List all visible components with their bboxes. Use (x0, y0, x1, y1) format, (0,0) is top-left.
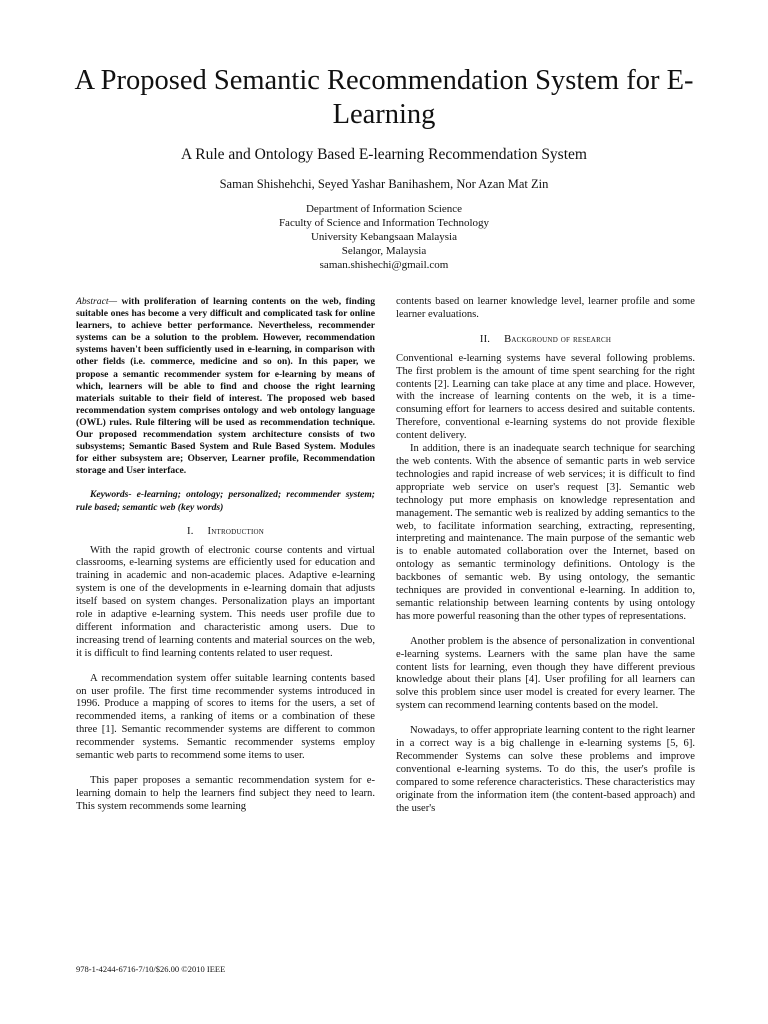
intro-paragraph: With the rapid growth of electronic course contents and virtual classrooms, e-learning systems are efficiently used for education and training in academic and non-academic places. Adaptive e-learning system is one of the developments in e-learning domain that adjusts itself based on system changes. Personalization plays an important role in adaptive e-learning system. This needs user profile due to different information and characteristic among users. Due to increasing trend of learning contents and material sources on the web, it is difficult to find learning contents related to user request. (76, 544, 375, 659)
abstract (76, 296, 375, 477)
affiliation-department: Department of Information Science (305, 203, 463, 215)
intro-paragraph: A recommendation system offer suitable learning contents based on user profile. The first time recommender systems introduced in 1996. Produce a mapping of scores to items for the users, a set of recommended items, a ranking of items or a combination of these three [1]. Semantic recommender systems are different to common recommender systems. Semantic recommender systems employ semantic web parts to recommend some items to user. (76, 672, 375, 762)
background-paragraph: Another problem is the absence of personalization in conventional e-learning systems. Learners with the same plan have the same content lists for learning, even though they have different previous knowledge about their plans [4]. User profiling for all learners can solve this problem since user model is created for every learner. The system can recommend learning contents based on the model. (396, 635, 695, 712)
author-email[interactable]: saman.shishechi@gmail.com (319, 259, 449, 271)
background-paragraph: Nowadays, to offer appropriate learning content to the right learner in a correct way is a big challenge in e-learning systems [5, 6]. Recommender Systems can solve these problems and improve conventional e-learning systems. To do this, the user's profile is compared to some reference characteristics. These characteristics may originate from the information item (the content-based approach) and the user's (396, 725, 695, 814)
keywords: Keywords- e-learning; ontology; personalized; recommender system; rule based; semantic web (key words) (76, 489, 375, 513)
left-column (76, 296, 375, 826)
section-title: Background of research (504, 333, 612, 345)
paper-subtitle: A Rule and Ontology Based E-learning Recommendation System (181, 146, 587, 163)
background-paragraph: In addition, there is an inadequate search technique for searching the web contents. With the absence of semantic parts in web service technologies and rapid increase of web services; it is difficult to find appropriate web service on user's request [3]. Semantic web technology put more emphasis on knowledge representation and management. The semantic web is realized by adding semantics to the web, to facilitate information searching, extracting, representing, interpreting and maintenance. The main purpose of the semantic web is to enable automated collaboration over the Internet, based on ontology as semantic terminology definitions. Ontology is the backbones of semantic web. By using ontology, the semantic techniques are provided in conventional e-learning. In addition to, semantic relationship between learning contents by using ontology has more powerful reasoning than the other types of representations. (396, 443, 695, 622)
abstract-label: Abstract— (76, 296, 118, 307)
intro-paragraph: This paper proposes a semantic recommendation system for e-learning domain to help the learners find subject they need to learn. This system recommends some learning (76, 775, 375, 812)
affiliation-block (60, 202, 708, 272)
abstract-text: with proliferation of learning contents on the web, finding suitable ones has become a very difficult and complicated task for online learners, to achieve better performance. Nevertheless, recommender systems can be a solution to the problem. However, recommendation systems haven't been sufficiently used in e-learning, in comparison with other fields (i.e. commerce, medicine and so on). In this paper, we propose a semantic recommender system for e-learning by means of which, learners will be able to find and choose the right learning materials suitable to their field of interest. The proposed web based recommendation system comprises ontology and web ontology language (OWL) rules. Rule filtering will be used as recommendation technique. Our proposed recommendation system architecture consists of two subsystems; Semantic Based System and Rule Based System. Modules for either subsystem are; Observer, Learner profile, Recommendation storage and User interface. (76, 296, 375, 477)
author-list: Saman Shishehchi, Seyed Yashar Banihashem, Nor Azan Mat Zin (219, 177, 549, 191)
right-column (396, 296, 695, 828)
intro-continued-paragraph: contents based on learner knowledge level, learner profile and some learner evaluations. (396, 296, 695, 320)
background-paragraph: Conventional e-learning systems have several following problems. The first problem is the amount of time spent searching for the right contents [2]. Learning can take place at any time and place. However, with the increase of learning contents on the web, it is a time-consuming effort for learners to access desired and suitable contents. Therefore, conventional e-learning systems do not provide flexible content delivery. (396, 352, 695, 442)
copyright-footer: 978-1-4244-6716-7/10/$26.00 ©2010 IEEE (76, 964, 226, 974)
section-heading-introduction (76, 526, 375, 539)
paper-title: A Proposed Semantic Recommendation System for E-Learning (74, 65, 694, 130)
affiliation-university: University Kebangsaan Malaysia (310, 231, 457, 243)
affiliation-faculty: Faculty of Science and Information Technology (278, 217, 490, 229)
section-heading-background (396, 334, 695, 347)
section-title: Introduction (207, 525, 265, 537)
section-number: I. (186, 525, 194, 537)
section-number: II. (479, 333, 491, 345)
affiliation-location: Selangor, Malaysia (341, 245, 427, 257)
